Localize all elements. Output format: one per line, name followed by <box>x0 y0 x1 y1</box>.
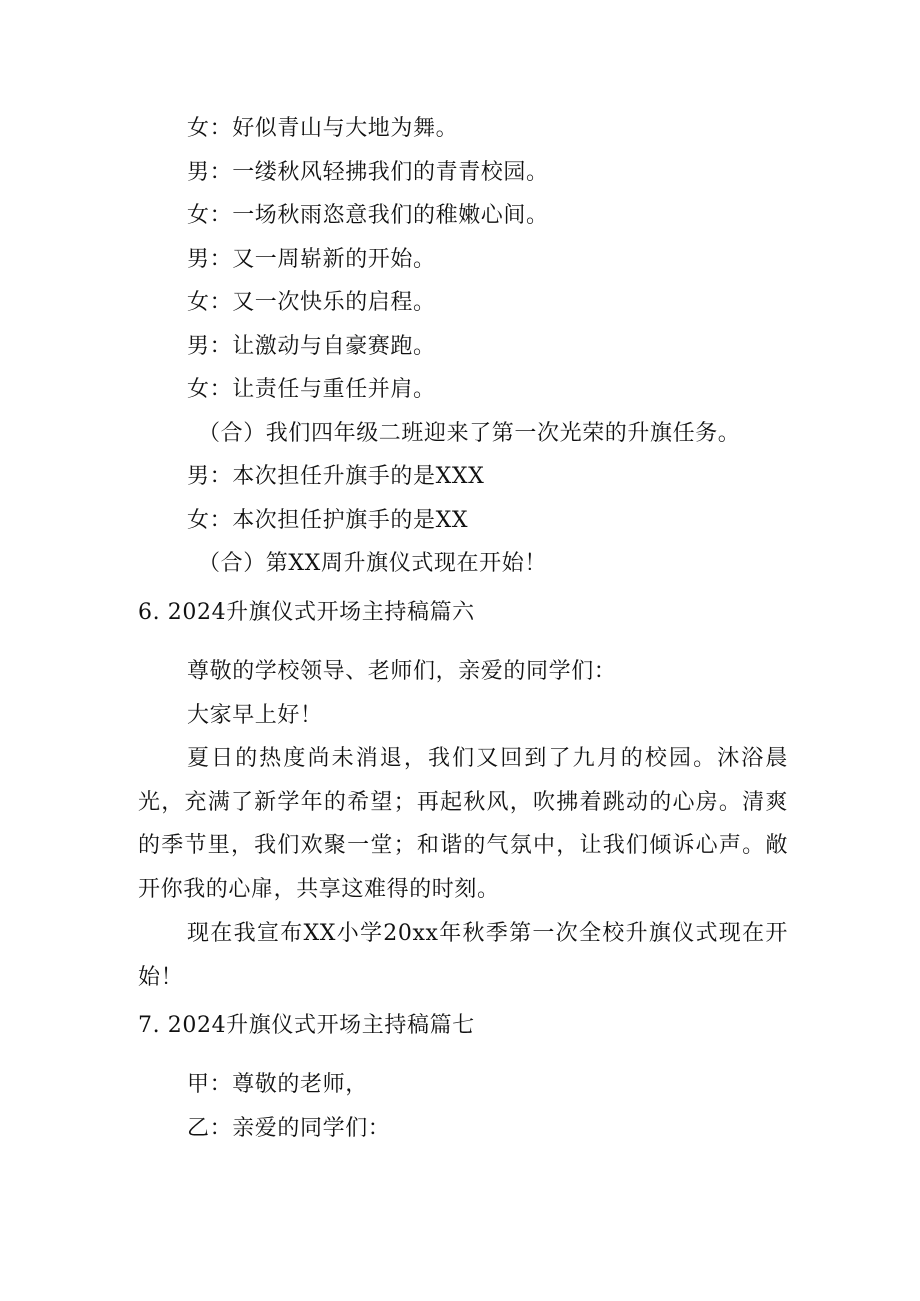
body-paragraph: 夏日的热度尚未消退，我们又回到了九月的校园。沐浴晨光，充满了新学年的希望；再起秋风，吹拂着跳动的心房。清爽的季节里，我们欢聚一堂；和谐的气氛中，让我们倾诉心声。敞开你我的心扉，共享这难得的时刻。 <box>138 746 788 902</box>
dialogue-line: 女：一场秋雨恣意我们的稚嫩心间。 <box>187 203 549 228</box>
dialogue-line: 女：好似青山与大地为舞。 <box>187 116 459 141</box>
dialogue-line: 女：本次担任护旗手的是XX <box>187 508 469 533</box>
dialogue-line: 男：一缕秋风轻拂我们的青青校园。 <box>187 160 549 185</box>
dialogue-line: （合）我们四年级二班迎来了第一次光荣的升旗任务。 <box>198 421 741 446</box>
dialogue-line: 男：又一周崭新的开始。 <box>187 247 436 272</box>
hello-line: 大家早上好！ <box>187 703 323 728</box>
dialogue-line: （合）第XX周升旗仪式现在开始！ <box>198 551 547 576</box>
dialogue-line: 男：本次担任升旗手的是XXX <box>187 464 485 489</box>
section-heading: 7. 2024升旗仪式开场主持稿篇七 <box>138 1013 475 1038</box>
dialogue-line: 女：又一次快乐的启程。 <box>187 290 436 315</box>
section-heading: 6. 2024升旗仪式开场主持稿篇六 <box>138 600 475 625</box>
dialogue-line: 甲：尊敬的老师， <box>187 1072 368 1097</box>
body-paragraph: 现在我宣布XX小学20xx年秋季第一次全校升旗仪式现在开始！ <box>138 921 788 990</box>
greeting-line: 尊敬的学校领导、老师们，亲爱的同学们： <box>187 659 617 684</box>
dialogue-line: 男：让激动与自豪赛跑。 <box>187 334 436 359</box>
dialogue-line: 女：让责任与重任并肩。 <box>187 377 436 402</box>
dialogue-line: 乙：亲爱的同学们： <box>187 1116 391 1141</box>
